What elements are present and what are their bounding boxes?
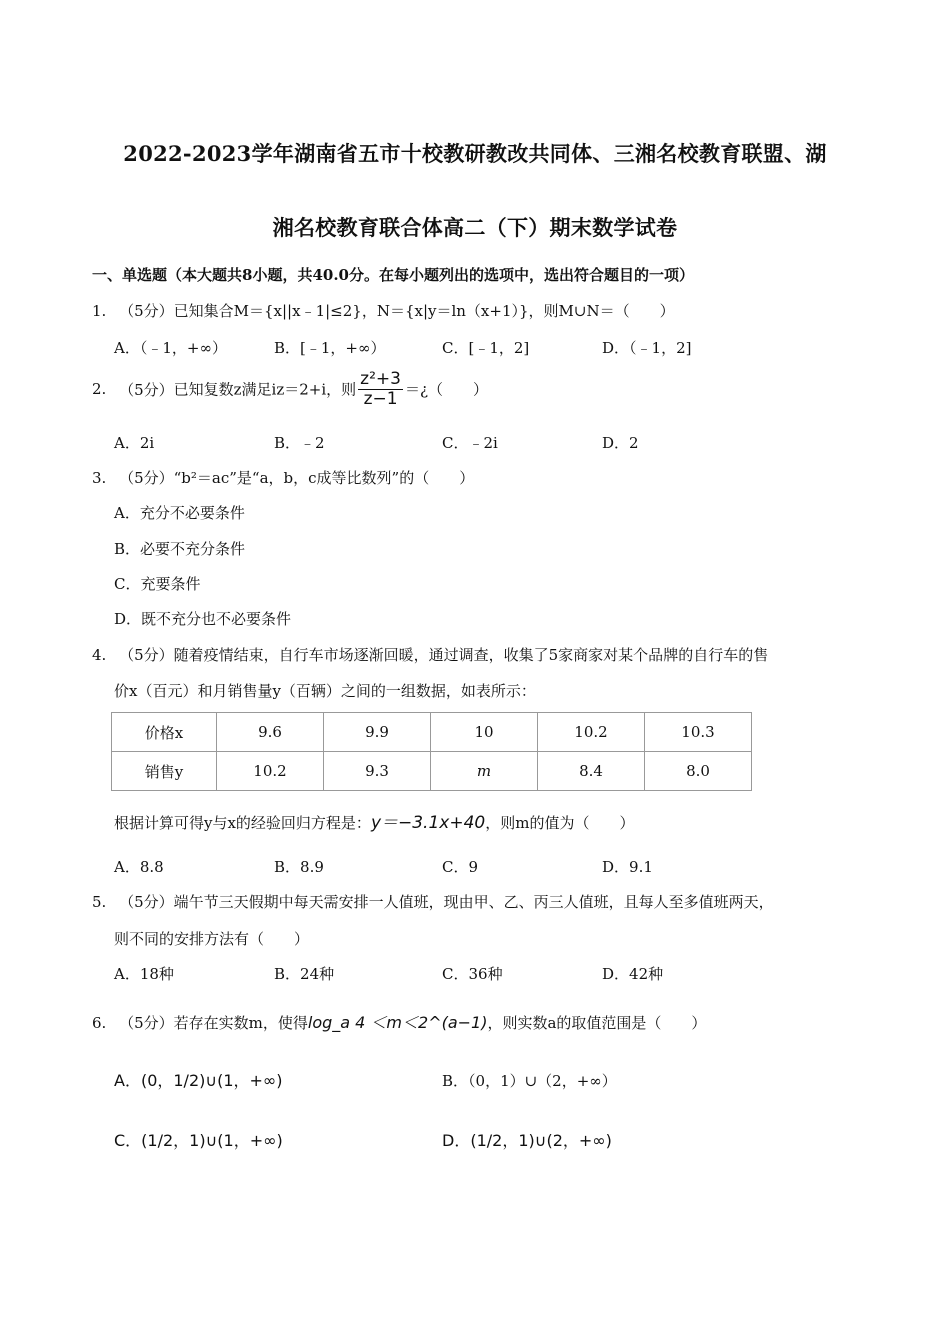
table-cell: 8.0 xyxy=(645,752,752,791)
q6-option-a: A．(0，1/2)∪(1，+∞) xyxy=(114,1071,283,1090)
question-3 xyxy=(92,467,474,488)
fraction-numerator: z²+3 xyxy=(360,369,401,389)
table-cell: 10.2 xyxy=(217,752,324,791)
q1-option-a: A．（﹣1，+∞） xyxy=(114,339,227,357)
question-stem: 已知复数z满足iz＝2+i，则 xyxy=(173,380,357,399)
q6-option-d: D．(1/2，1)∪(2，+∞) xyxy=(442,1131,612,1150)
question-4-stem-2: 价x（百元）和月销售量y（百辆）之间的一组数据，如表所示： xyxy=(114,682,536,700)
table-cell: 9.3 xyxy=(324,752,431,791)
q5-option-b: B．24种 xyxy=(274,965,335,983)
section-heading: 一、单选题（本大题共8小题，共40.0分。在每小题列出的选项中，选出符合题目的一项） xyxy=(92,266,694,284)
table-cell: 8.4 xyxy=(538,752,645,791)
question-score: （5分） xyxy=(119,469,174,487)
question-number: 2. xyxy=(92,380,107,399)
question-5 xyxy=(92,891,774,912)
table-row xyxy=(112,713,752,752)
question-stem: 已知集合M＝{x||x﹣1|≤2}，N＝{x|y＝ln（x+1）}，则M∪N＝（ ） xyxy=(173,302,675,320)
table-cell: 10 xyxy=(431,713,538,752)
question-2 xyxy=(92,370,488,408)
table-cell: 价格x xyxy=(112,713,217,752)
question-stem-tail: ，则m的值为（ ） xyxy=(485,814,635,832)
table-cell: 9.6 xyxy=(217,713,324,752)
question-6 xyxy=(92,1010,706,1033)
q3-option-d: D．既不充分也不必要条件 xyxy=(114,610,292,628)
question-stem-tail: ，则实数a的取值范围是（ ） xyxy=(487,1014,707,1032)
question-stem: 若存在实数m，使得 xyxy=(173,1014,308,1032)
q5-option-d: D．42种 xyxy=(602,965,664,983)
question-score: （5分） xyxy=(119,380,174,399)
q1-option-b: B．[﹣1，+∞） xyxy=(274,339,386,357)
q4-option-d: D．9.1 xyxy=(602,858,653,876)
question-stem-tail: ＝¿（ ） xyxy=(404,380,489,399)
question-stem: 根据计算可得y与x的经验回归方程是： xyxy=(114,814,371,832)
question-number: 5. xyxy=(92,893,107,911)
q4-option-c: C．9 xyxy=(442,858,479,876)
table-cell: m xyxy=(431,752,538,791)
table-cell: 10.3 xyxy=(645,713,752,752)
question-score: （5分） xyxy=(119,1014,174,1032)
q3-option-b: B．必要不充分条件 xyxy=(114,540,246,558)
question-stem: 端午节三天假期中每天需安排一人值班，现由甲、乙、丙三人值班，且每人至多值班两天， xyxy=(173,893,774,911)
exam-title-line-2: 湘名校教育联合体高二（下）期末数学试卷 xyxy=(272,215,678,240)
q2-option-a: A．2i xyxy=(114,434,155,452)
q2-option-d: D．2 xyxy=(602,434,639,452)
fraction-denominator: z−1 xyxy=(363,388,398,409)
q2-option-c: C．﹣2i xyxy=(442,434,498,452)
q5-option-c: C．36种 xyxy=(442,965,503,983)
question-5-stem-2: 则不同的安排方法有（ ） xyxy=(114,930,310,948)
q2-option-b: B．﹣2 xyxy=(274,434,325,452)
q6-option-c: C．(1/2，1)∪(1，+∞) xyxy=(114,1131,283,1150)
question-number: 1. xyxy=(92,302,107,320)
question-number: 4. xyxy=(92,646,107,664)
question-4-stem-3 xyxy=(114,808,634,833)
question-score: （5分） xyxy=(119,302,174,320)
q4-option-a: A．8.8 xyxy=(114,858,164,876)
price-sales-table xyxy=(111,712,752,791)
q3-option-a: A．充分不必要条件 xyxy=(114,504,245,522)
table-cell: 10.2 xyxy=(538,713,645,752)
question-score: （5分） xyxy=(119,646,174,664)
table-cell: 销售y xyxy=(112,752,217,791)
question-4 xyxy=(92,644,768,665)
question-stem: 随着疫情结束，自行车市场逐渐回暖，通过调查，收集了5家商家对某个品牌的自行车的售 xyxy=(173,646,769,664)
q5-option-a: A．18种 xyxy=(114,965,174,983)
q3-option-c: C．充要条件 xyxy=(114,575,201,593)
question-score: （5分） xyxy=(119,893,174,911)
q1-option-c: C．[﹣1，2] xyxy=(442,339,530,357)
q4-option-b: B．8.9 xyxy=(274,858,324,876)
table-cell: 9.9 xyxy=(324,713,431,752)
exam-title-line-1: 2022-2023学年湖南省五市十校教研教改共同体、三湘名校教育联盟、湖 xyxy=(123,141,827,166)
q1-option-d: D．（﹣1，2] xyxy=(602,339,692,357)
question-number: 3. xyxy=(92,469,107,487)
question-1 xyxy=(92,300,675,321)
q6-option-b: B．（0，1）∪（2，+∞） xyxy=(442,1072,617,1090)
table-row xyxy=(112,752,752,791)
regression-equation: y＝−3.1x+40 xyxy=(370,813,486,833)
inequality: log_a 4 ＜m＜2^(a−1) xyxy=(307,1013,488,1032)
question-number: 6. xyxy=(92,1014,107,1032)
question-stem: “b²＝ac”是“a，b，c成等比数列”的（ ） xyxy=(173,469,475,487)
fraction xyxy=(358,370,403,408)
